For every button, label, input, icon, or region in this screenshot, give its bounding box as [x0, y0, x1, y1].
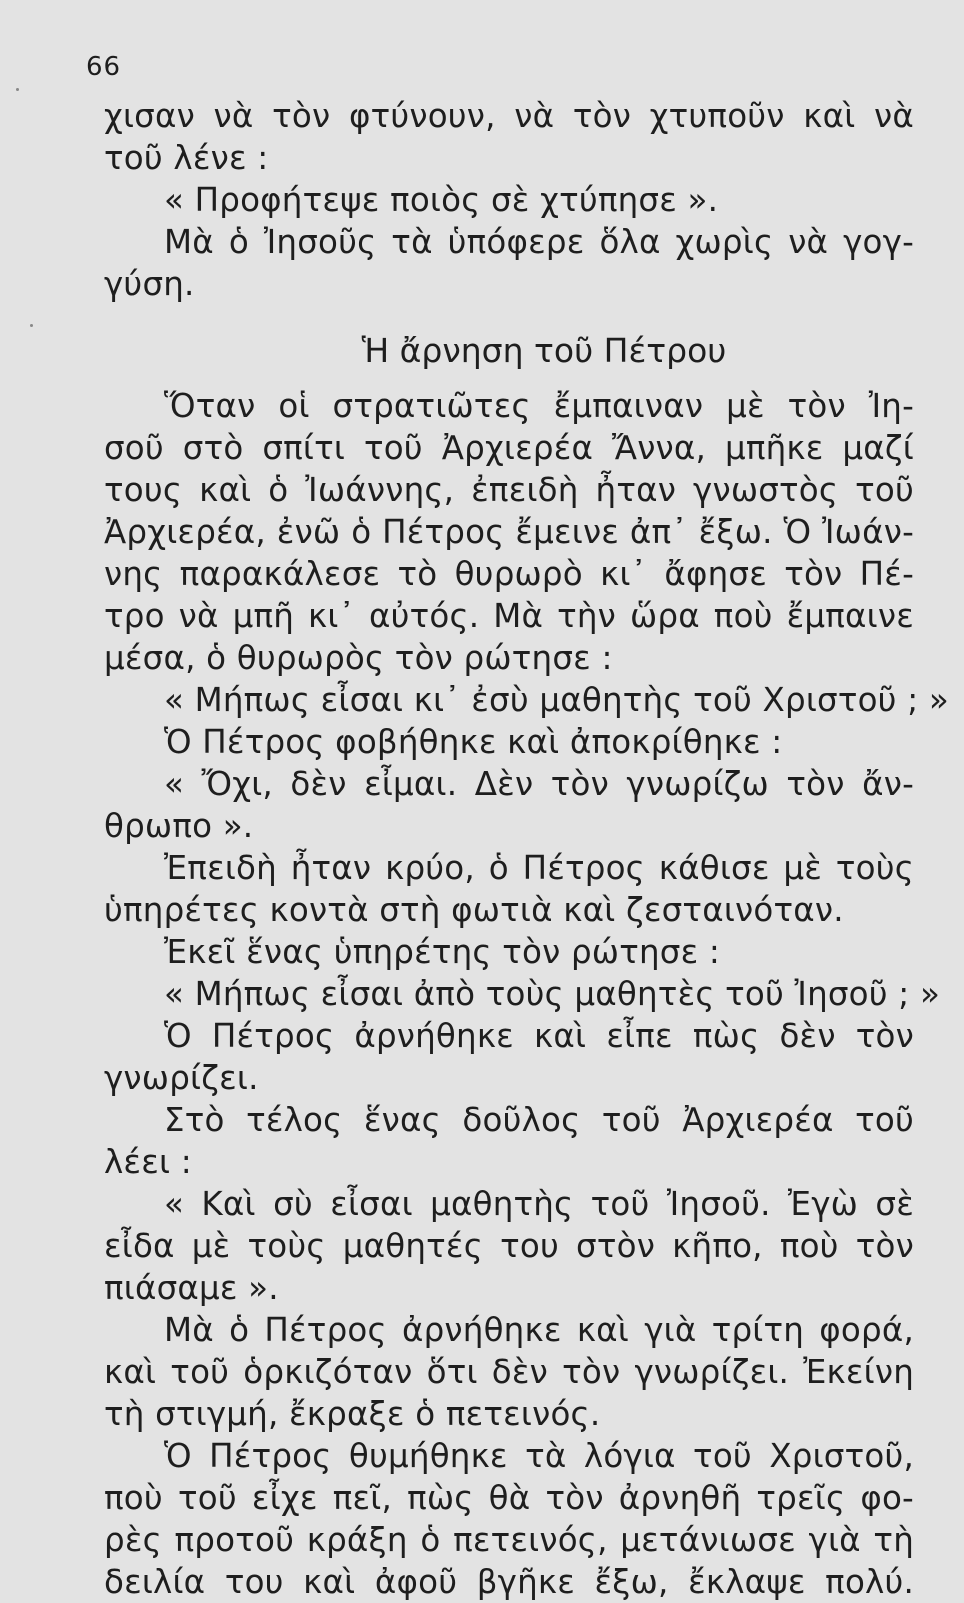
text-line: Ὅταν οἱ στρατιῶτες ἔμπαιναν μὲ τὸν Ἰη-	[164, 387, 914, 425]
text-line: γνωρίζει.	[104, 1059, 259, 1097]
text-line: μέσα, ὁ θυρωρὸς τὸν ρώτησε :	[104, 639, 613, 677]
text-line: Μὰ ὁ Πέτρος ἀρνήθηκε καὶ γιὰ τρίτη φορά,	[164, 1311, 914, 1349]
text-line: « Μήπως εἶσαι κι᾽ ἐσὺ μαθητὴς τοῦ Χριστοῦ ; »	[164, 681, 949, 719]
text-line: Ὁ Πέτρος ἀρνήθηκε καὶ εἶπε πὼς δὲν τὸν	[164, 1017, 914, 1055]
scan-speck	[30, 324, 33, 327]
text-line: θρωπο ».	[104, 807, 254, 845]
text-after-heading	[104, 385, 949, 1603]
text-line: πιάσαμε ».	[104, 1269, 279, 1307]
text-line: Στὸ τέλος ἕνας δοῦλος τοῦ Ἀρχιερέα τοῦ	[164, 1101, 914, 1139]
text-before-heading	[104, 95, 914, 305]
body-text	[104, 95, 949, 1603]
text-line: γύση.	[104, 265, 195, 303]
text-line: εἶδα μὲ τοὺς μαθητές του στὸν κῆπο, ποὺ τὸν	[104, 1227, 914, 1265]
text-line: « Μήπως εἶσαι ἀπὸ τοὺς μαθητὲς τοῦ Ἰησοῦ ; »	[164, 975, 941, 1013]
page-number: 66	[86, 52, 122, 82]
text-line: τρο νὰ μπῆ κι᾽ αὐτός. Μὰ τὴν ὥρα ποὺ ἔμπαινε	[104, 597, 914, 635]
text-line: ποὺ τοῦ εἶχε πεῖ, πὼς θὰ τὸν ἀρνηθῆ τρεῖς φο-	[104, 1479, 914, 1517]
text-line: ρὲς προτοῦ κράξη ὁ πετεινός, μετάνιωσε γιὰ τὴ	[104, 1521, 914, 1559]
text-line: Ὁ Πέτρος φοβήθηκε καὶ ἀποκρίθηκε :	[164, 723, 783, 761]
scan-speck	[16, 88, 19, 91]
text-line: τοῦ λένε :	[104, 139, 269, 177]
text-line: λέει :	[104, 1143, 192, 1181]
text-line: νης παρακάλεσε τὸ θυρωρὸ κι᾽ ἄφησε τὸν Πέ-	[104, 555, 914, 593]
text-line: « Προφήτεψε ποιὸς σὲ χτύπησε ».	[164, 181, 719, 219]
text-line: Ἐκεῖ ἕνας ὑπηρέτης τὸν ρώτησε :	[164, 933, 721, 971]
text-line: καὶ τοῦ ὁρκιζόταν ὅτι δὲν τὸν γνωρίζει. Ἐκείνη	[104, 1353, 914, 1391]
text-line: « Καὶ σὺ εἶσαι μαθητὴς τοῦ Ἰησοῦ. Ἐγὼ σὲ	[164, 1185, 914, 1223]
text-line: τὴ στιγμή, ἔκραξε ὁ πετεινός.	[104, 1395, 601, 1433]
text-line: Ὁ Πέτρος θυμήθηκε τὰ λόγια τοῦ Χριστοῦ,	[164, 1437, 914, 1475]
text-line: Μὰ ὁ Ἰησοῦς τὰ ὑπόφερε ὅλα χωρὶς νὰ γογ-	[164, 223, 914, 261]
text-line: ὑπηρέτες κοντὰ στὴ φωτιὰ καὶ ζεσταινόταν.	[104, 891, 844, 929]
section-heading: Ἡ ἄρνηση τοῦ Πέτρου	[361, 331, 727, 370]
text-line: Ἀρχιερέα, ἐνῶ ὁ Πέτρος ἔμεινε ἀπ᾽ ἔξω. Ὁ Ἰωάν-	[104, 513, 914, 551]
text-line: χισαν νὰ τὸν φτύνουν, νὰ τὸν χτυποῦν καὶ νὰ	[104, 97, 914, 135]
text-line: σοῦ στὸ σπίτι τοῦ Ἀρχιερέα Ἄννα, μπῆκε μαζί	[104, 429, 914, 467]
text-line: δειλία του καὶ ἀφοῦ βγῆκε ἔξω, ἔκλαψε πολύ.	[104, 1563, 914, 1601]
text-line: τους καὶ ὁ Ἰωάννης, ἐπειδὴ ἦταν γνωστὸς τοῦ	[104, 471, 914, 509]
text-line: « Ὄχι, δὲν εἶμαι. Δὲν τὸν γνωρίζω τὸν ἄν-	[164, 765, 914, 803]
text-line: Ἐπειδὴ ἦταν κρύο, ὁ Πέτρος κάθισε μὲ τοὺς	[164, 849, 914, 887]
